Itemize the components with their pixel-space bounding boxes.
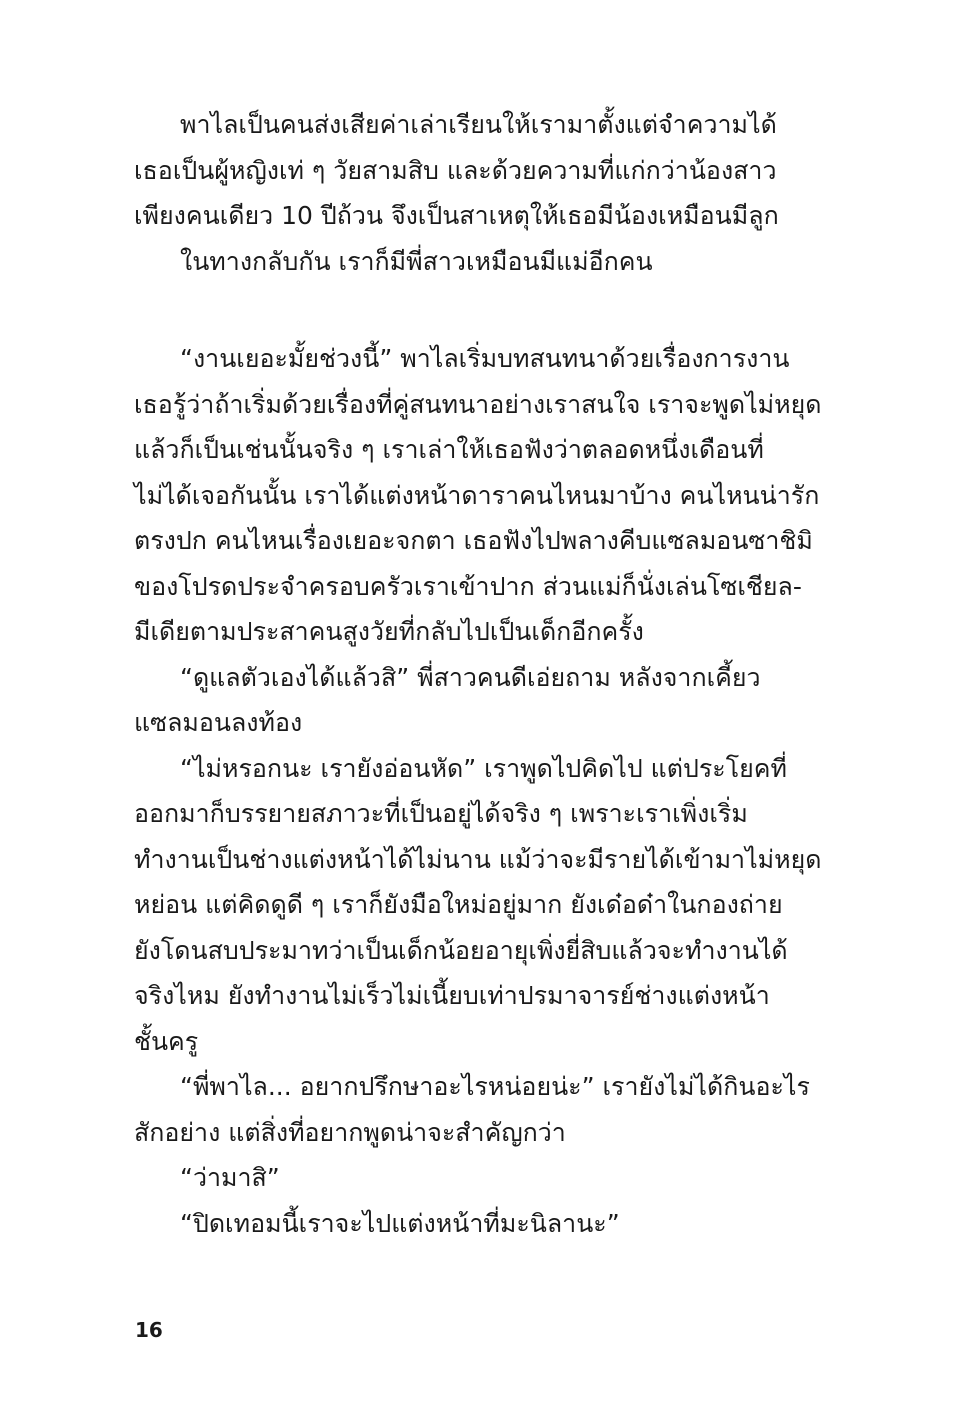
text-line: ของโปรดประจำครอบครัวเราเข้าปาก ส่วนแม่ก็นั่งเล่นโซเชียล- [134,571,802,601]
text-line: จริงไหม ยังทำงานไม่เร็วไม่เนี้ยบเท่าปรมาจารย์ช่างแต่งหน้า [134,981,770,1010]
text-line: “งานเยอะมั้ยช่วงนี้” พาไลเริ่มบทสนทนาด้วยเรื่องการงาน [180,344,790,373]
text-line: ในทางกลับกัน เราก็มีพี่สาวเหมือนมีแม่อีกคน [180,246,653,276]
text-line: แซลมอนลงท้อง [134,708,303,737]
text-line: พาไลเป็นคนส่งเสียค่าเล่าเรียนให้เรามาตั้งแต่จำความได้ [180,110,777,139]
text-line: “ปิดเทอมนี้เราจะไปแต่งหน้าที่มะนิลานะ” [180,1208,620,1238]
text-line: เธอรู้ว่าถ้าเริ่มด้วยเรื่องที่คู่สนทนาอย่างเราสนใจ เราจะพูดไม่หยุด [134,389,822,419]
text-line: “ไม่หรอกนะ เรายังอ่อนหัด” เราพูดไปคิดไป แต่ประโยคที่ [180,753,787,783]
text-line: เธอเป็นผู้หญิงเท่ ๆ วัยสามสิบ และด้วยความที่แก่กว่าน้องสาว [134,155,777,185]
text-line: มีเดียตามประสาคนสูงวัยที่กลับไปเป็นเด็กอีกครั้ง [134,617,644,646]
text-line: ชั้นครู [134,1026,199,1056]
paragraph-dialogue [134,336,822,1246]
paragraph-intro [134,102,814,284]
text-line: ออกมาก็บรรยายสภาวะที่เป็นอยู่ได้จริง ๆ เพราะเราเพิ่งเริ่ม [134,799,748,828]
page-number: 16 [135,1318,163,1342]
text-line: “ว่ามาสิ” [180,1163,280,1192]
text-line: แล้วก็เป็นเช่นนั้นจริง ๆ เราเล่าให้เธอฟังว่าตลอดหนึ่งเดือนที่ [134,435,764,464]
text-line: สักอย่าง แต่สิ่งที่อยากพูดน่าจะสำคัญกว่า [134,1117,566,1147]
text-line: ยังโดนสบประมาทว่าเป็นเด็กน้อยอายุเพิ่งยี่สิบแล้วจะทำงานได้ [134,935,788,965]
text-line: ตรงปก คนไหนเรื่องเยอะจกตา เธอฟังไปพลางคีบแซลมอนซาชิมิ [134,526,813,555]
text-line: ทำงานเป็นช่างแต่งหน้าได้ไม่นาน แม้ว่าจะมีรายได้เข้ามาไม่หยุด [134,844,822,874]
text-line: “พี่พาไล... อยากปรึกษาอะไรหน่อยน่ะ” เรายังไม่ได้กินอะไร [180,1072,810,1101]
text-line: “ดูแลตัวเองได้แล้วสิ” พี่สาวคนดีเอ่ยถาม หลังจากเคี้ยว [180,662,761,692]
text-line: ไม่ได้เจอกันนั้น เราได้แต่งหน้าดาราคนไหนมาบ้าง คนไหนน่ารัก [134,480,820,510]
text-line: หย่อน แต่คิดดูดี ๆ เราก็ยังมือใหม่อยู่มาก ยังเด๋อด๋าในกองถ่าย [134,890,783,919]
text-line: เพียงคนเดียว 10 ปีถ้วน จึงเป็นสาเหตุให้เธอมีน้องเหมือนมีลูก [134,201,779,230]
